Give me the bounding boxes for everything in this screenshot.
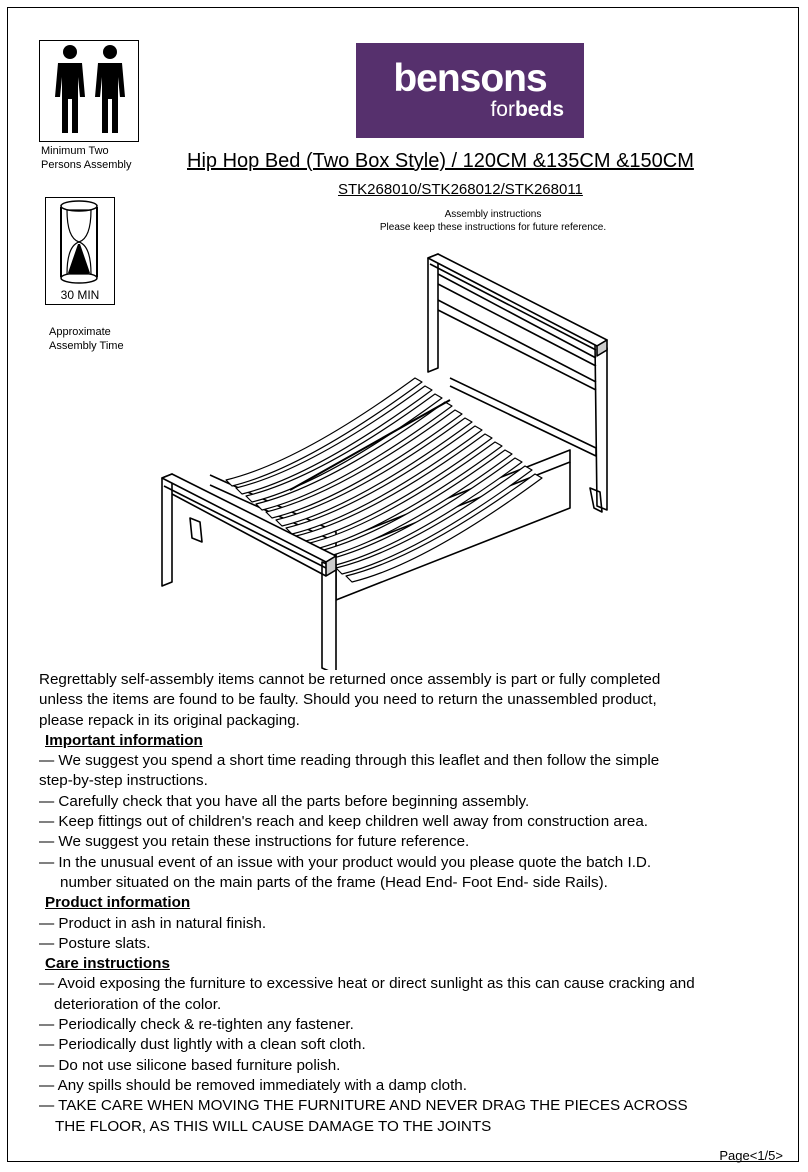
important-item: number situated on the main parts of the frame (Head End- Foot End- side Rails).: [60, 873, 608, 891]
important-item: — We suggest you retain these instructions for future reference.: [39, 833, 470, 851]
important-heading: Important information: [45, 731, 203, 749]
time-caption: [49, 325, 124, 353]
instructions-body: [39, 670, 789, 1137]
product-codes: STK268010/STK268012/STK268011: [338, 181, 583, 198]
important-item: — Keep fittings out of children's reach and keep children well away from construction area.: [39, 813, 649, 831]
product-title: Hip Hop Bed (Two Box Style) / 120CM &135CM &150CM: [187, 150, 694, 172]
product-heading: Product information: [45, 894, 191, 912]
assembly-note: Assembly instructions: [444, 209, 542, 220]
time-label: 30 MIN: [60, 288, 100, 302]
care-item: — Periodically check & re-tighten any fastener.: [39, 1016, 354, 1034]
important-item: — In the unusual event of an issue with your product would you please quote the batch I.D.: [39, 853, 652, 871]
persons-caption: [41, 144, 131, 172]
logo-tagline: [490, 98, 564, 122]
logo-tagline-prefix: for: [490, 98, 515, 121]
intro-line: please repack in its original packaging.: [39, 711, 300, 729]
two-persons-box: [39, 40, 139, 142]
bensons-logo: [356, 43, 584, 138]
care-heading: Care instructions: [45, 955, 170, 973]
page-number: Page<1/5>: [719, 1148, 783, 1163]
bed-illustration: [150, 250, 620, 670]
important-item: — We suggest you spend a short time reading through this leaflet and then follow the simple: [39, 752, 660, 770]
important-item: step-by-step instructions.: [39, 772, 208, 790]
care-item: THE FLOOR, AS THIS WILL CAUSE DAMAGE TO THE JOINTS: [55, 1117, 492, 1135]
care-item: — TAKE CARE WHEN MOVING THE FURNITURE AND NEVER DRAG THE PIECES ACROSS: [39, 1097, 688, 1115]
persons-caption-line1: Minimum Two: [41, 145, 109, 157]
intro-line: unless the items are found to be faulty. Should you need to return the unassembled product,: [39, 691, 657, 709]
two-persons-icon: [40, 41, 137, 140]
keep-note: Please keep these instructions for future reference.: [379, 222, 607, 233]
product-item: — Posture slats.: [39, 934, 151, 952]
product-item: — Product in ash in natural finish.: [39, 914, 267, 932]
persons-caption-line2: Persons Assembly: [41, 159, 132, 171]
care-item: — Any spills should be removed immediately with a damp cloth.: [39, 1076, 467, 1094]
care-item: deterioration of the color.: [54, 995, 222, 1013]
care-item: — Do not use silicone based furniture polish.: [39, 1056, 341, 1074]
important-item: — Carefully check that you have all the parts before beginning assembly.: [39, 792, 530, 810]
time-caption-line2: Assembly Time: [49, 340, 124, 352]
logo-tagline-bold: beds: [514, 98, 564, 121]
intro-line: Regrettably self-assembly items cannot be returned once assembly is part or fully completed: [39, 671, 661, 688]
logo-name: bensons: [393, 57, 547, 100]
care-item: — Avoid exposing the furniture to excessive heat or direct sunlight as this can cause cracking and: [39, 975, 695, 993]
care-item: — Periodically dust lightly with a clean soft cloth.: [39, 1036, 366, 1054]
time-caption-line1: Approximate: [49, 326, 111, 338]
